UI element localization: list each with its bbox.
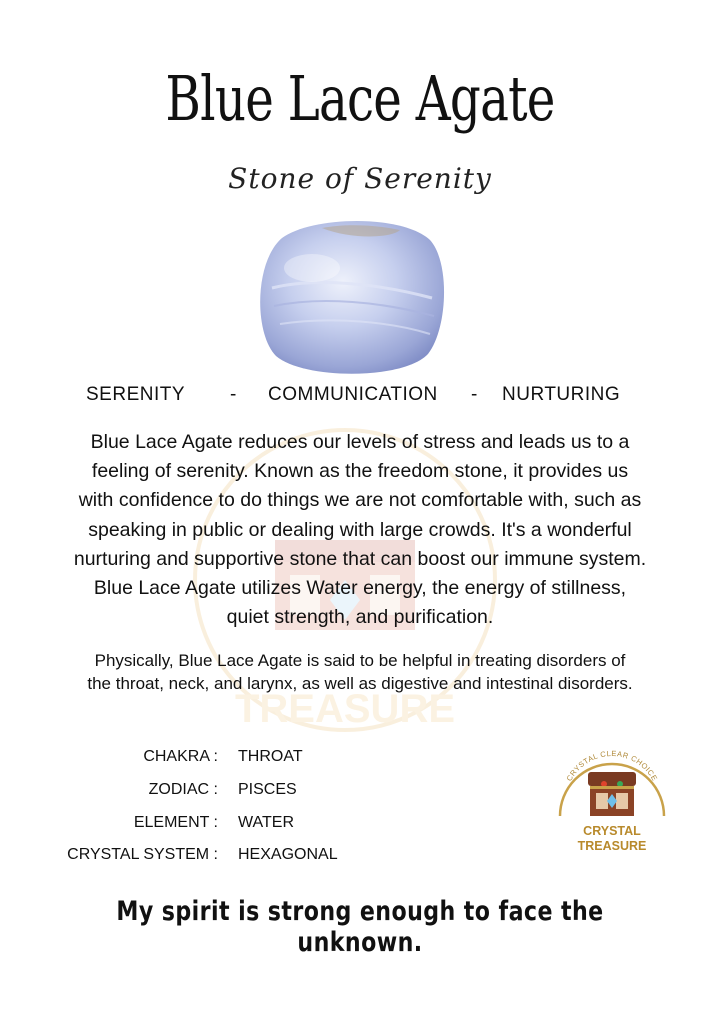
motto: My spirit is strong enough to face the unknown. (116, 896, 604, 958)
keyword-serenity: SERENITY (86, 384, 186, 405)
description-line: quiet strength, and purification. (226, 606, 494, 629)
keyword-separator: - (471, 384, 478, 405)
description-line: with confidence to do things we are not comfortable with, such as (78, 489, 642, 512)
property-label: ELEMENT : (133, 814, 218, 831)
blue-lace-agate-stone-image (252, 218, 448, 378)
description-line: Blue Lace Agate utilizes Water energy, the energy of stillness, (93, 577, 627, 600)
physical-paragraph (40, 650, 680, 695)
page-title: Blue Lace Agate (165, 62, 555, 135)
property-value: HEXAGONAL (238, 846, 338, 863)
physical-line: the throat, neck, and larynx, as well as digestive and intestinal disorders. (87, 673, 633, 693)
property-label: ZODIAC : (148, 781, 218, 798)
logo-arc-text: CRYSTAL CLEAR CHOICE (564, 748, 660, 783)
keyword-separator: - (230, 384, 237, 405)
crystal-treasure-logo (552, 738, 672, 860)
property-label: CRYSTAL SYSTEM : (67, 846, 218, 863)
property-value: PISCES (238, 781, 297, 798)
keyword-communication: COMMUNICATION (268, 384, 438, 405)
property-value: WATER (238, 814, 294, 831)
property-label: CHAKRA : (143, 748, 218, 765)
description-line: Blue Lace Agate reduces our levels of stress and leads us to a (90, 431, 630, 453)
description-line: feeling of serenity. Known as the freedom stone, it provides us (91, 460, 629, 483)
description-line: nurturing and supportive stone that can boost our immune system. (73, 547, 647, 570)
page-subtitle: Stone of Serenity (228, 162, 492, 195)
property-value: THROAT (238, 748, 303, 765)
logo-line1: CRYSTAL (583, 824, 641, 838)
description-line: speaking in public or dealing with large crowds. It's a wonderful (88, 518, 632, 541)
logo-line2: TREASURE (577, 839, 647, 853)
physical-line: Physically, Blue Lace Agate is said to be helpful in treating disorders of (94, 651, 626, 670)
watermark-text: TREASURE (234, 687, 456, 731)
description-paragraph (40, 428, 680, 632)
keyword-nurturing: NURTURING (502, 384, 621, 405)
